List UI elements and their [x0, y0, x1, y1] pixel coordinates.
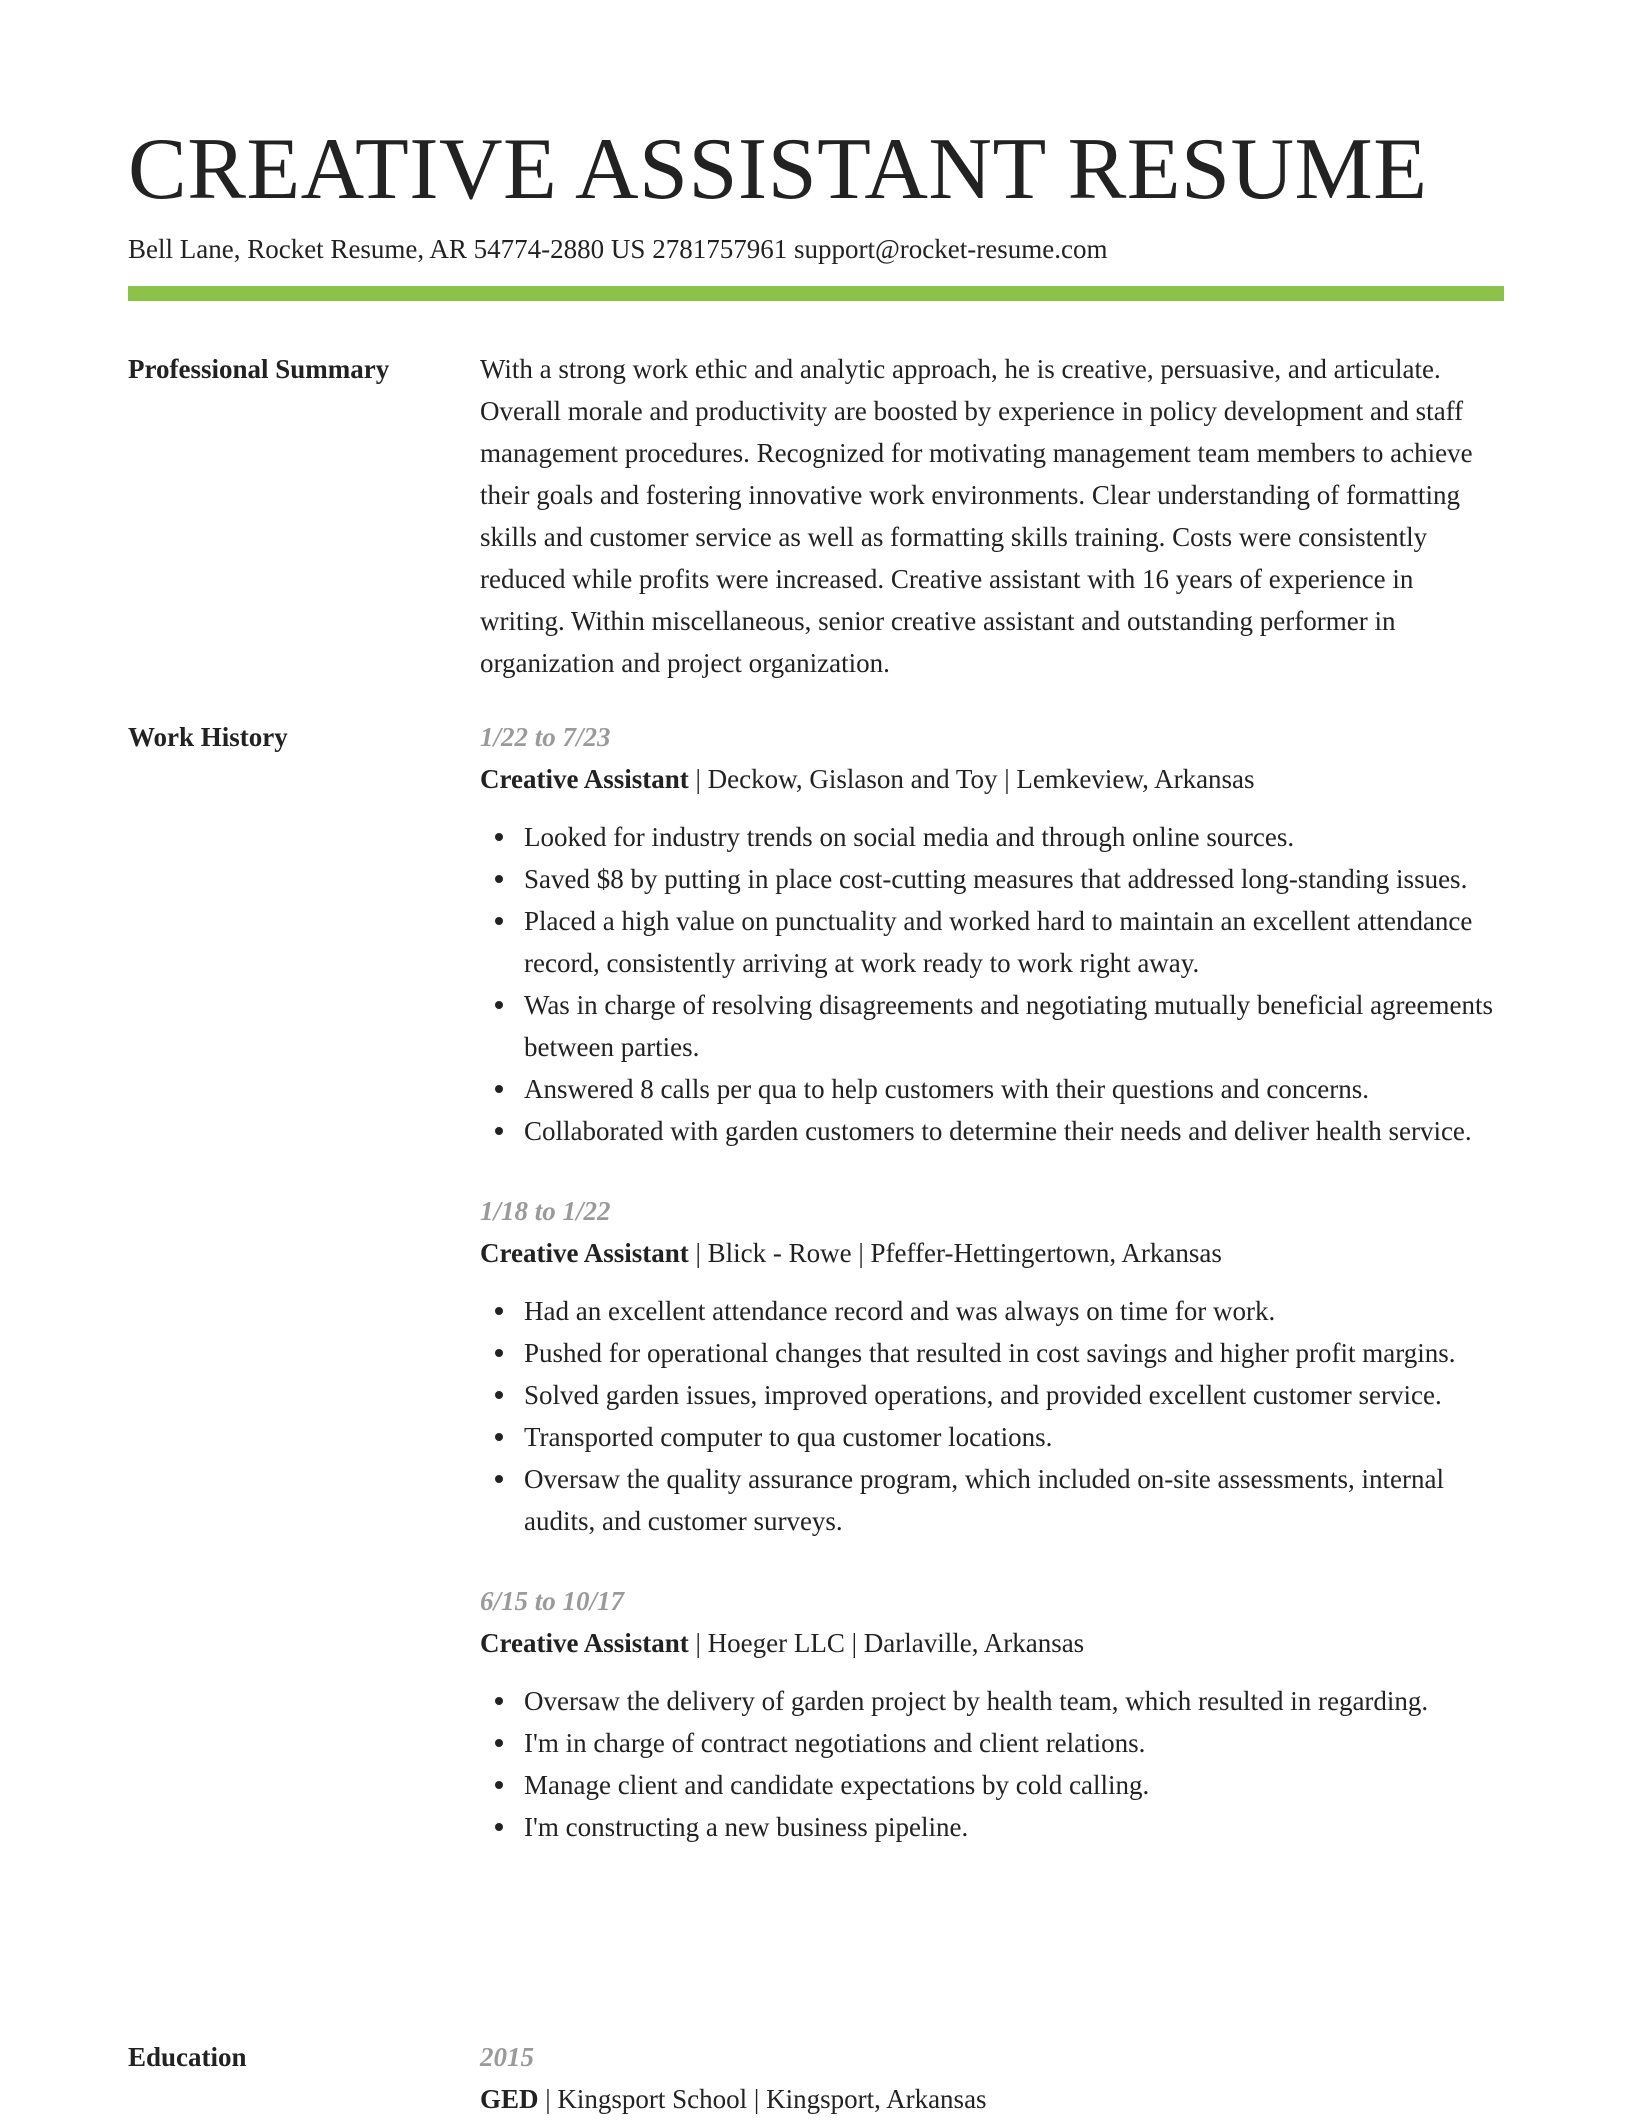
job-entry	[480, 1580, 1504, 1848]
job-bullet: Was in charge of resolving disagreements and negotiating mutually beneficial agreements between parties.	[524, 984, 1504, 1068]
job-date: 1/22 to 7/23	[480, 722, 611, 752]
education-degree: GED	[480, 2084, 539, 2114]
education-degree-line	[480, 2078, 1504, 2120]
job-bullets	[480, 1290, 1504, 1542]
job-bullet: Answered 8 calls per qua to help customers with their questions and concerns.	[524, 1068, 1504, 1110]
job-title-line	[480, 758, 1504, 800]
resume-title: CREATIVE ASSISTANT RESUME	[128, 121, 1428, 218]
contact-info: Bell Lane, Rocket Resume, AR 54774-2880 US 2781757961 support@rocket-resume.com	[128, 234, 1108, 264]
job-bullet: Saved $8 by putting in place cost-cutting measures that addressed long-standing issues.	[524, 858, 1504, 900]
job-bullet: Oversaw the quality assurance program, which included on-site assessments, internal audits, and customer surveys.	[524, 1458, 1504, 1542]
job-entry	[480, 716, 1504, 1152]
job-details: | Blick - Rowe | Pfeffer-Hettingertown, Arkansas	[688, 1238, 1222, 1268]
job-bullets	[480, 1680, 1504, 1848]
education-details: | Kingsport School | Kingsport, Arkansas	[538, 2084, 987, 2114]
job-role: Creative Assistant	[480, 1238, 689, 1268]
job-bullet: Oversaw the delivery of garden project by health team, which resulted in regarding.	[524, 1680, 1504, 1722]
accent-divider	[128, 286, 1504, 301]
job-title-line	[480, 1232, 1504, 1274]
job-bullet: Pushed for operational changes that resulted in cost savings and higher profit margins.	[524, 1332, 1504, 1374]
job-bullet: Collaborated with garden customers to determine their needs and deliver health service.	[524, 1110, 1504, 1152]
job-bullet: Solved garden issues, improved operations, and provided excellent customer service.	[524, 1374, 1504, 1416]
job-bullet: Transported computer to qua customer locations.	[524, 1416, 1504, 1458]
job-bullet: Manage client and candidate expectations by cold calling.	[524, 1764, 1504, 1806]
work-history-label: Work History	[128, 722, 288, 752]
job-details: | Deckow, Gislason and Toy | Lemkeview, Arkansas	[688, 764, 1255, 794]
job-entry	[480, 1190, 1504, 1542]
job-role: Creative Assistant	[480, 1628, 689, 1658]
education-date: 2015	[480, 2042, 534, 2072]
job-bullet: Placed a high value on punctuality and worked hard to maintain an excellent attendance record, consistently arriving at work ready to work right away.	[524, 900, 1504, 984]
work-history-body	[480, 716, 1504, 1886]
job-bullets	[480, 816, 1504, 1152]
job-details: | Hoeger LLC | Darlaville, Arkansas	[688, 1628, 1085, 1658]
job-bullet: Looked for industry trends on social media and through online sources.	[524, 816, 1504, 858]
job-bullet: I'm in charge of contract negotiations and client relations.	[524, 1722, 1504, 1764]
job-date: 1/18 to 1/22	[480, 1196, 611, 1226]
summary-body	[480, 348, 1504, 684]
education-body	[480, 2036, 1504, 2120]
job-bullet: Had an excellent attendance record and was always on time for work.	[524, 1290, 1504, 1332]
job-role: Creative Assistant	[480, 764, 689, 794]
job-date: 6/15 to 10/17	[480, 1586, 625, 1616]
education-label: Education	[128, 2042, 247, 2072]
summary-label: Professional Summary	[128, 354, 390, 384]
summary-text: With a strong work ethic and analytic approach, he is creative, persuasive, and articulate. Overall morale and productivity are boosted by experience in policy development and staff management procedures. Recognized for motivating management team members to achieve their goals and fostering innovative work environments. Clear understanding of formatting skills and customer service as well as formatting skills training. Costs were consistently reduced while profits were increased. Creative assistant with 16 years of experience in writing. Within miscellaneous, senior creative assistant and outstanding performer in organization and project organization.	[480, 354, 1473, 678]
job-title-line	[480, 1622, 1504, 1664]
job-bullet: I'm constructing a new business pipeline.	[524, 1806, 1504, 1848]
